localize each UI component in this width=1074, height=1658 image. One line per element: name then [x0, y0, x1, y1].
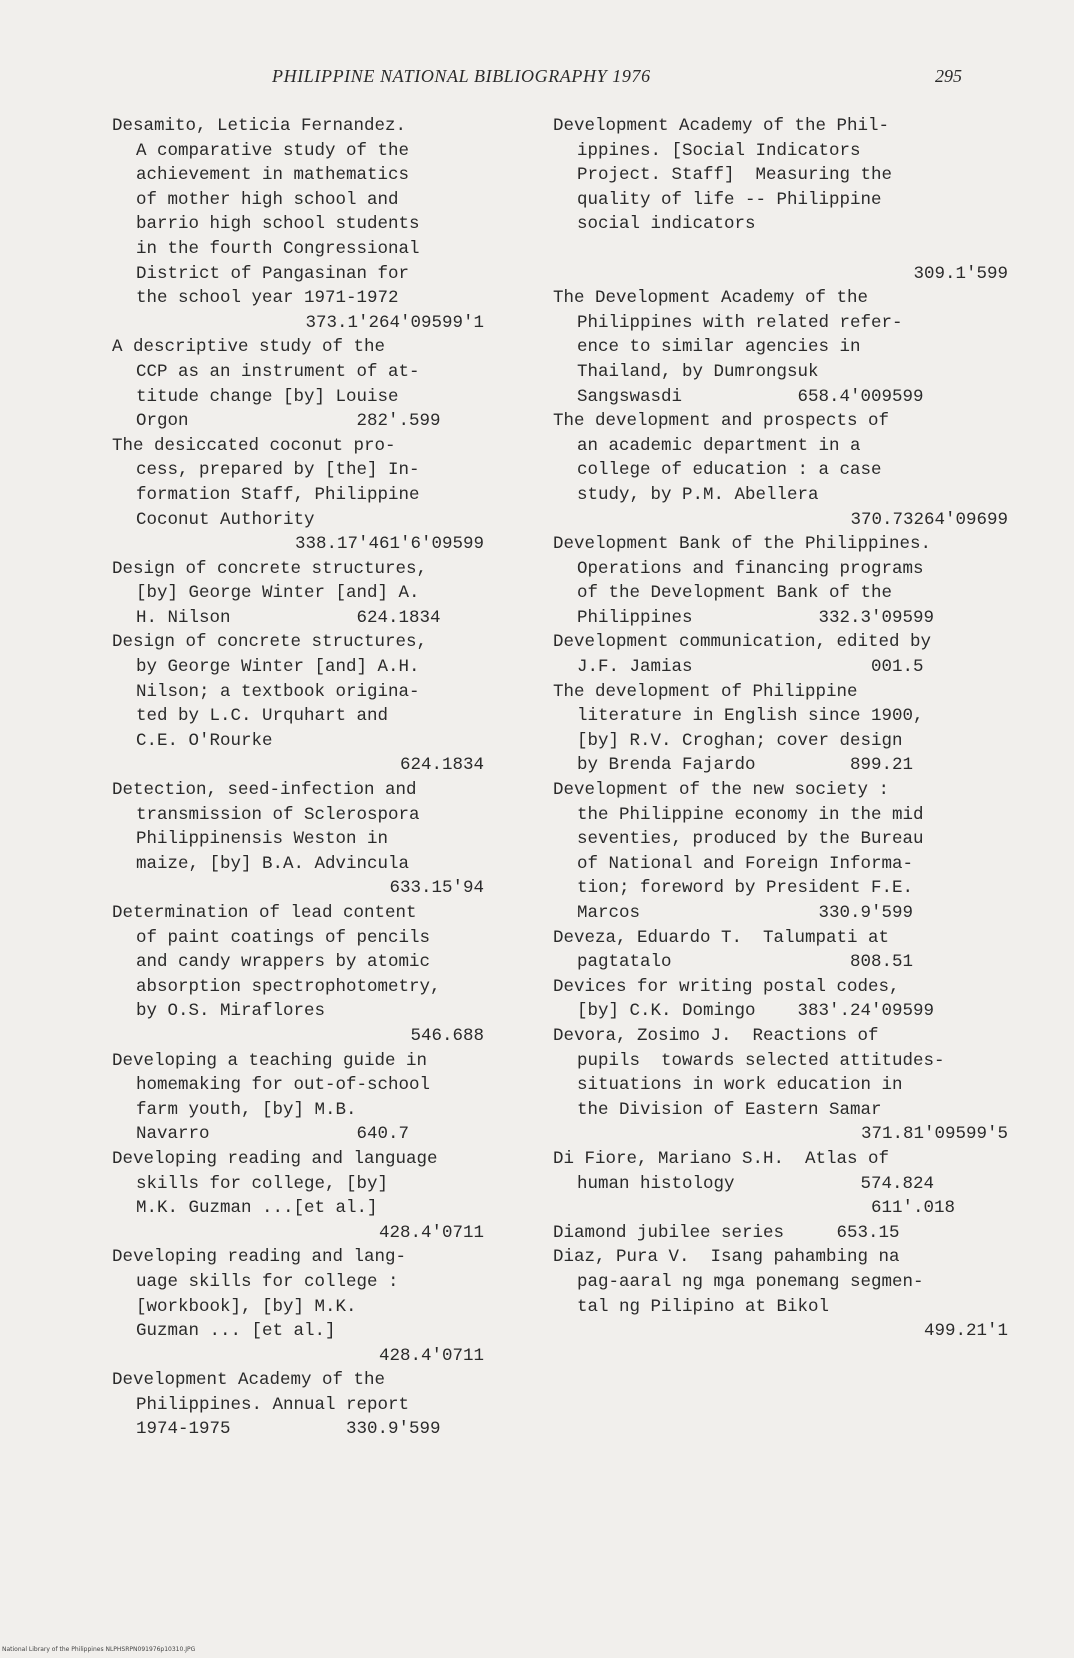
entry-line: literature in English since 1900,	[577, 706, 924, 727]
classification-number: 428.4'0711	[378, 1222, 484, 1243]
entry-line: Philippines 332.3'09599	[577, 607, 935, 628]
entry-line: homemaking for out-of-school	[136, 1075, 431, 1096]
entry-line: Developing reading and lang-	[112, 1247, 407, 1268]
entry-line: absorption spectrophotometry,	[136, 976, 441, 997]
entry-line: situations in work education in	[577, 1075, 903, 1096]
entry-line: of the Development Bank of the	[577, 583, 893, 604]
page-number: 295	[935, 66, 962, 86]
bibliography-entry	[112, 1245, 484, 1368]
bibliography-entry	[553, 1221, 1008, 1246]
bibliography-entry	[112, 1049, 484, 1147]
bibliography-entry	[553, 1147, 1008, 1221]
entry-line: Desamito, Leticia Fernandez.	[112, 116, 407, 136]
entry-line: of National and Foreign Informa-	[577, 853, 914, 874]
bibliography-entry	[112, 335, 484, 433]
entry-line: transmission of Sclerospora	[136, 804, 420, 825]
bibliography-entry	[112, 557, 484, 631]
entry-line: Design of concrete structures,	[112, 632, 428, 653]
entry-line: Design of concrete structures,	[112, 558, 428, 579]
entry-line: pagtatalo 808.51	[577, 952, 914, 973]
entry-line: barrio high school students	[136, 214, 420, 235]
entry-line: human histology 574.824	[577, 1173, 935, 1194]
bibliography-entry	[112, 434, 484, 557]
entry-line: Nilson; a textbook origina-	[136, 681, 420, 702]
entry-line: A comparative study of the	[136, 140, 410, 161]
entry-line: Thailand, by Dumrongsuk	[577, 361, 819, 382]
bibliography-entry	[112, 1368, 484, 1442]
entry-line: maize, [by] B.A. Advincula	[136, 853, 410, 874]
entry-line: pag-aaral ng mga ponemang segmen-	[577, 1271, 924, 1292]
entry-line: skills for college, [by]	[136, 1173, 389, 1194]
bibliography-entry	[112, 114, 484, 335]
classification-number: 309.1'599	[913, 263, 1008, 284]
bibliography-entry	[553, 1024, 1008, 1147]
entry-line: A descriptive study of the	[112, 337, 386, 358]
bibliography-entry	[553, 409, 1008, 532]
entry-line: The Development Academy of the	[553, 288, 869, 309]
entry-line: Deveza, Eduardo T. Talumpati at	[553, 927, 890, 948]
entry-line: Development of the new society :	[553, 780, 890, 801]
entry-line: ence to similar agencies in	[577, 337, 861, 358]
entry-line: titude change [by] Louise	[136, 386, 399, 407]
entry-line: in the fourth Congressional	[136, 238, 420, 259]
entry-line: Philippines with related refer-	[577, 312, 903, 333]
entry-line: an academic department in a	[577, 435, 861, 456]
entry-line: Developing a teaching guide in	[112, 1050, 428, 1071]
bibliography-entry	[553, 1245, 1008, 1343]
entry-line: Sangswasdi 658.4'009599	[577, 386, 924, 407]
entry-line: 1974-1975 330.9'599	[136, 1419, 441, 1440]
entry-line: Orgon 282'.599	[136, 411, 441, 432]
entry-line: tal ng Pilipino at Bikol	[577, 1296, 830, 1317]
entry-line: Coconut Authority	[136, 509, 315, 530]
entry-line: District of Pangasinan for	[136, 263, 410, 284]
bibliography-entry	[553, 532, 1008, 630]
entry-line: of paint coatings of pencils	[136, 927, 431, 948]
bibliography-entry	[553, 680, 1008, 778]
bibliography-entry	[553, 926, 1008, 975]
entry-line: Diamond jubilee series 653.15	[553, 1222, 900, 1243]
scan-footer: National Library of the Philippines NLPHSRPN091976p10310.JPG	[2, 1646, 196, 1653]
entry-line: Philippines. Annual report	[136, 1394, 410, 1415]
entry-line: Detection, seed-infection and	[112, 780, 417, 801]
classification-number: 499.21'1	[923, 1321, 1008, 1342]
entry-line: Development Academy of the Phil-	[553, 116, 890, 136]
classification-number: 624.1834	[399, 755, 484, 776]
entry-line: the Division of Eastern Samar	[577, 1099, 882, 1120]
right-column	[553, 114, 1008, 1344]
entry-line: [by] R.V. Croghan; cover design	[577, 730, 903, 751]
entry-line: ted by L.C. Urquhart and	[136, 706, 389, 727]
entry-line: Development communication, edited by	[553, 632, 932, 653]
entry-line: seventies, produced by the Bureau	[577, 829, 924, 850]
classification-number: 428.4'0711	[378, 1345, 484, 1366]
entry-line: J.F. Jamias 001.5	[577, 657, 924, 678]
classification-number: 338.17'461'6'09599	[294, 534, 484, 555]
entry-line: Di Fiore, Mariano S.H. Atlas of	[553, 1148, 890, 1169]
entry-line: Marcos 330.9'599	[577, 903, 914, 923]
entry-line: quality of life -- Philippine	[577, 189, 882, 210]
entry-line: study, by P.M. Abellera	[577, 484, 819, 505]
entry-line: by O.S. Miraflores	[136, 1001, 326, 1022]
entry-line: Devices for writing postal codes,	[553, 976, 900, 997]
entry-line: M.K. Guzman ...[et al.]	[136, 1198, 378, 1219]
entry-line: Diaz, Pura V. Isang pahambing na	[553, 1247, 900, 1268]
entry-line: Philippinensis Weston in	[136, 829, 389, 850]
entry-line: the Philippine economy in the mid	[577, 804, 924, 825]
classification-number: 633.15'94	[389, 878, 484, 899]
bibliography-entry	[553, 630, 1008, 679]
entry-line: college of education : a case	[577, 460, 882, 481]
entry-line	[553, 237, 1008, 262]
entry-line: tion; foreword by President F.E.	[577, 878, 914, 899]
entry-line: and candy wrappers by atomic	[136, 952, 431, 973]
classification-number: 370.73264'09699	[850, 509, 1008, 530]
entry-line: The desiccated coconut pro-	[112, 435, 396, 456]
entry-line: Determination of lead content	[112, 903, 417, 923]
entry-line: Project. Staff] Measuring the	[577, 165, 893, 186]
bibliography-entry	[553, 286, 1008, 409]
entry-line: pupils towards selected attitudes-	[577, 1050, 945, 1071]
entry-line: Operations and financing programs	[577, 558, 924, 579]
entry-line: cess, prepared by [the] In-	[136, 460, 420, 481]
entry-line: Navarro 640.7	[136, 1124, 410, 1145]
entry-line: [by] George Winter [and] A.	[136, 583, 420, 604]
entry-line: CCP as an instrument of at-	[136, 361, 420, 382]
entry-line: ippines. [Social Indicators	[577, 140, 861, 161]
entry-line: C.E. O'Rourke	[136, 730, 273, 751]
entry-line: Development Academy of the	[112, 1370, 386, 1391]
entry-line: Development Bank of the Philippines.	[553, 534, 932, 555]
left-column	[112, 114, 484, 1442]
entry-line: social indicators	[577, 214, 756, 235]
entry-line: [by] C.K. Domingo 383'.24'09599	[577, 1001, 935, 1022]
bibliography-entry	[553, 975, 1008, 1024]
entry-line: achievement in mathematics	[136, 165, 410, 186]
bibliography-entry	[112, 901, 484, 1049]
bibliography-entry	[112, 1147, 484, 1245]
running-header-title: PHILIPPINE NATIONAL BIBLIOGRAPHY 1976	[272, 66, 651, 86]
bibliography-entry	[553, 114, 1008, 286]
classification-number: 373.1'264'09599'1	[305, 312, 484, 333]
bibliography-entry	[112, 778, 484, 901]
entry-line: Developing reading and language	[112, 1148, 438, 1169]
classification-number: 371.81'09599'5	[860, 1124, 1008, 1145]
entry-line: [workbook], [by] M.K.	[136, 1296, 357, 1317]
classification-number: 546.688	[410, 1025, 484, 1046]
entry-line: The development and prospects of	[553, 411, 890, 432]
entry-line: farm youth, [by] M.B.	[136, 1099, 357, 1120]
bibliography-entry	[112, 630, 484, 778]
entry-line: The development of Philippine	[553, 681, 858, 702]
entry-line: by George Winter [and] A.H.	[136, 657, 420, 678]
entry-line: uage skills for college :	[136, 1271, 399, 1292]
entry-line: formation Staff, Philippine	[136, 484, 420, 505]
entry-line: the school year 1971-1972	[136, 288, 399, 309]
entry-line: Guzman ... [et al.]	[136, 1321, 336, 1342]
bibliography-entry	[553, 778, 1008, 926]
entry-line: 611'.018	[577, 1198, 956, 1219]
entry-line: of mother high school and	[136, 189, 399, 210]
entry-line: H. Nilson 624.1834	[136, 607, 441, 628]
entry-line: Devora, Zosimo J. Reactions of	[553, 1025, 879, 1046]
entry-line: by Brenda Fajardo 899.21	[577, 755, 914, 776]
